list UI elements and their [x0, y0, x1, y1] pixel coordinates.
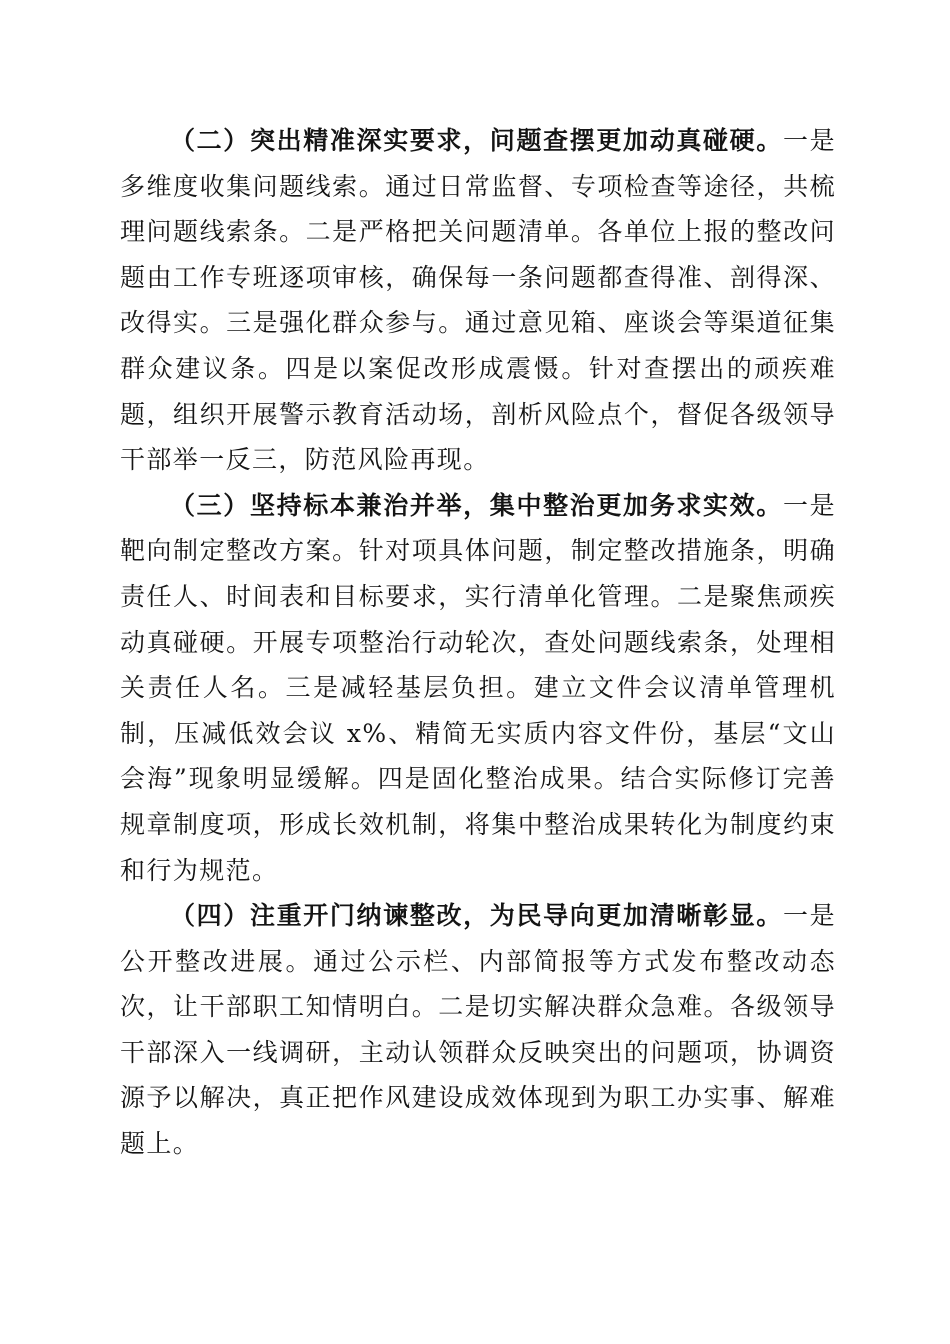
section-heading: （四）注重开门纳谏整改，为民导向更加清晰彰显。 — [170, 901, 783, 931]
paragraph-section-3 — [120, 483, 836, 893]
section-heading: （二）突出精准深实要求，问题查摆更加动真碰硬。 — [170, 126, 783, 155]
paragraph-section-4 — [120, 893, 836, 1167]
document-body — [120, 118, 836, 1167]
section-body: 一是公开整改进展。通过公示栏、内部简报等方式发布整改动态次，让干部职工知情明白。二是切实解决群众急难。各级领导干部深入一线调研，主动认领群众反映突出的问题项，协调资源予以解决，真正把作风建设成效体现到为职工办实事、解难题上。 — [120, 901, 836, 1159]
section-body: 一是靶向制定整改方案。针对项具体问题，制定整改措施条，明确责任人、时间表和目标要求，实行清单化管理。二是聚焦顽疾动真碰硬。开展专项整治行动轮次，查处问题线索条，处理相关责任人名。三是减轻基层负担。建立文件会议清单管理机制，压减低效会议 x%、精简无实质内容文件份，基层“文山会海”现象明显缓解。四是固化整治成果。结合实际修订完善规章制度项，形成长效机制，将集中整治成果转化为制度约束和行为规范。 — [120, 490, 836, 885]
section-heading: （三）坚持标本兼治并举，集中整治更加务求实效。 — [170, 490, 783, 520]
paragraph-section-2 — [120, 118, 836, 483]
section-body: 一是多维度收集问题线索。通过日常监督、专项检查等途径，共梳理问题线索条。二是严格把关问题清单。各单位上报的整改问题由工作专班逐项审核，确保每一条问题都查得准、剖得深、改得实。三是强化群众参与。通过意见箱、座谈会等渠道征集群众建议条。四是以案促改形成震慑。针对查摆出的顽疾难题，组织开展警示教育活动场，剖析风险点个，督促各级领导干部举一反三，防范风险再现。 — [120, 126, 836, 475]
